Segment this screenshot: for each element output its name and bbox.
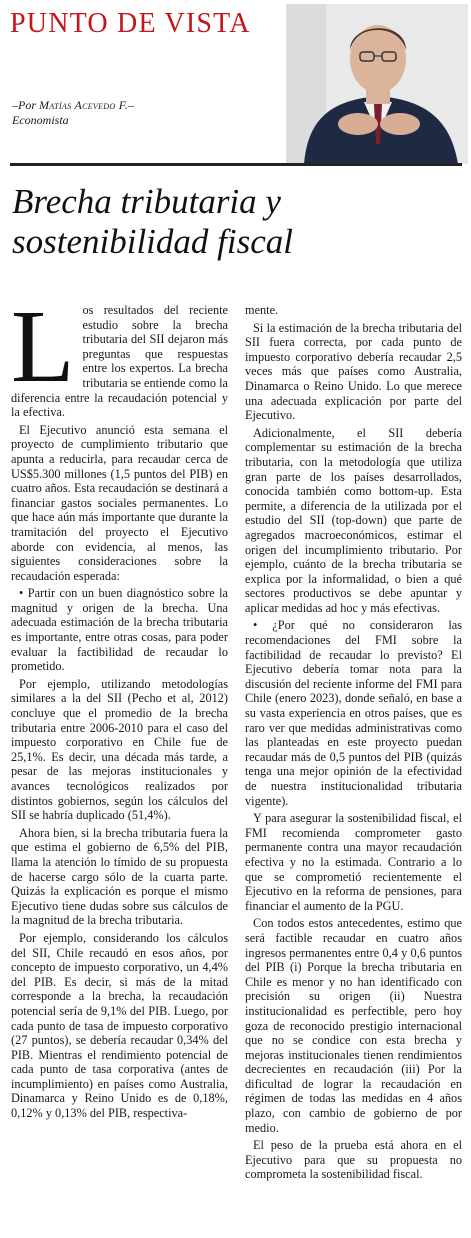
author-prefix: –Por (12, 98, 36, 112)
paragraph: • ¿Por qué no consideraron las recomendaciones del FMI sobre la factibilidad de recaudar lo previsto? El Ejecutivo debería tomar nota para la discusión del reciente informe del FMI para Chile (enero 2023), donde señaló, en base a su vasta experiencia en otros países, que es raro ver que medidas administrativas como las planteadas en este proyecto puedan recaudar más de 0,5 puntos del PIB (quizás tenga una mejor opinión de la efectividad de nuestra institucionalidad tributaria vigente). (245, 618, 462, 808)
author-portrait (286, 4, 468, 164)
paragraph: Y para asegurar la sostenibilidad fiscal, el FMI recomienda comprometer gasto permanente contra una mayor recaudación efectiva y no la estimada. Contrario a lo que se comprometió recientemente el Ejecutivo en la reforma de pensiones, para financiar el aumento de la PGU. (245, 811, 462, 913)
lead-paragraph (11, 289, 228, 420)
paragraph: Adicionalmente, el SII debería complementar su estimación de la brecha tributaria, con la metodología que utiliza gran parte de los países desarrollados, conocida también como bottom-up. Esta permite, a diferencia de la utilizada por el estudio del SII (top-down) que parte de agregados macroeconómicos, estimar el origen del incumplimiento tributario. Por ejemplo, cuánto de la brecha tributaria se explica por la informalidad, o bien a qué sectores productivos se debe apuntar y aplicar medidas ad hoc y más efectivas. (245, 425, 462, 615)
drop-cap: L (11, 289, 75, 404)
paragraph: Por ejemplo, utilizando metodologías similares a la del SII (Pecho et al, 2012) concluye que el promedio de la brecha tributaria entre 2006-2010 para el caso del impuesto corporativo en Chile fue de 25,1%. Es decir, una década más tarde, a pesar de las mejoras institucionales y avances tecnológicos realizados por distintos gobiernos, según los cálculos del SII se habría duplicado (51,4%). (11, 676, 228, 823)
author-role: Economista (12, 113, 69, 127)
paragraph: Con todos estos antecedentes, estimo que será factible recaudar en cuatro años ingresos permanentes entre 0,4 y 0,6 puntos del PIB (i) Porque la brecha tributaria en Chile es menor y no han identificado con precisión su origen (ii) Nuestra institucionalidad es perfectible, pero hoy goza de reconocido prestigio internacional que no se condice con esta brecha y mejoras institucionales tienen rendimientos decrecientes en recaudación (iii) Por la dificultad de lograr la recaudación en régimen de todas las medidas en 4 años plazo, con cambio de gobierno de por medio. (245, 916, 462, 1135)
author-line (12, 98, 134, 113)
author-suffix: – (128, 98, 135, 112)
author-name: Matías Acevedo F. (39, 98, 129, 112)
paragraph: Ahora bien, si la brecha tributaria fuera la que estima el gobierno de 6,5% del PIB, llama la atención lo tímido de su propuesta de hacerse cargo sólo de la cuarta parte. Quizás la explicación es porque el mismo Ejecutivo tiene dudas sobre sus cálculos de la magnitud de la brecha tributaria. (11, 825, 228, 928)
paragraph: Si la estimación de la brecha tributaria del SII fuera correcta, por cada punto de impuesto corporativo debería recaudar 2,5 veces más que países como Australia, Dinamarca o Reino Unido. Lo que merece una adecuada explicación por parte del Ejecutivo. (245, 320, 462, 423)
article-column-1 (11, 289, 228, 1124)
article-column-2 (245, 303, 462, 1185)
section-title: PUNTO DE VISTA (10, 8, 251, 39)
header-rule (10, 163, 462, 166)
paragraph: mente. (245, 303, 279, 317)
paragraph: El peso de la prueba está ahora en el Ejecutivo para que su propuesta no comprometa la sostenibilidad fiscal. (245, 1138, 462, 1182)
paragraph-text: os resultados del reciente estudio sobre la brecha tributaria del SII dejaron más preguntas que respuestas entre los expertos. La brecha tributaria se entiende como la diferencia entre la recaudación potencial y la efectiva. (11, 303, 228, 420)
paragraph: El Ejecutivo anunció esta semana el proyecto de cumplimiento tributario que apunta a reducirla, para recaudar cerca de US$5.300 millones (1,5 puntos del PIB) en cuatro años. Esta recaudación se destinará a financiar gastos sociales permanentes. Lo que hace aún más importante que durante la tramitación del proyecto el Ejecutivo aborde con evidencia, al menos, las siguientes consideraciones sobre la recaudación esperada: (11, 422, 228, 583)
headline: Brecha tributaria y sostenibilidad fiscal (12, 182, 293, 261)
byline (12, 98, 134, 128)
paragraph: Por ejemplo, considerando los cálculos del SII, Chile recaudó en esos años, por concepto de impuesto corporativo, un 4,4% del PIB. Es decir, si más de la mitad corresponde a la brecha, la recaudación potencial sería de 9,1% del PIB. Luego, por cada punto de tasa de impuesto corporativo (27 puntos), se debería recaudar 0,34% del PIB. Mientras el rendimiento potencial de cada punto de tasa corporativa (antes de incumplimiento) en países como Australia, Dinamarca y Reino Unido es de 0,18%, 0,12% y 0,13% del PIB, respectiva- (11, 930, 228, 1121)
paragraph: • Partir con un buen diagnóstico sobre la magnitud y origen de la brecha. Una adecuada estimación de la brecha tributaria es importante, entre otras cosas, para poder evaluar la factibilidad de recaudar lo prometido. (11, 586, 228, 674)
